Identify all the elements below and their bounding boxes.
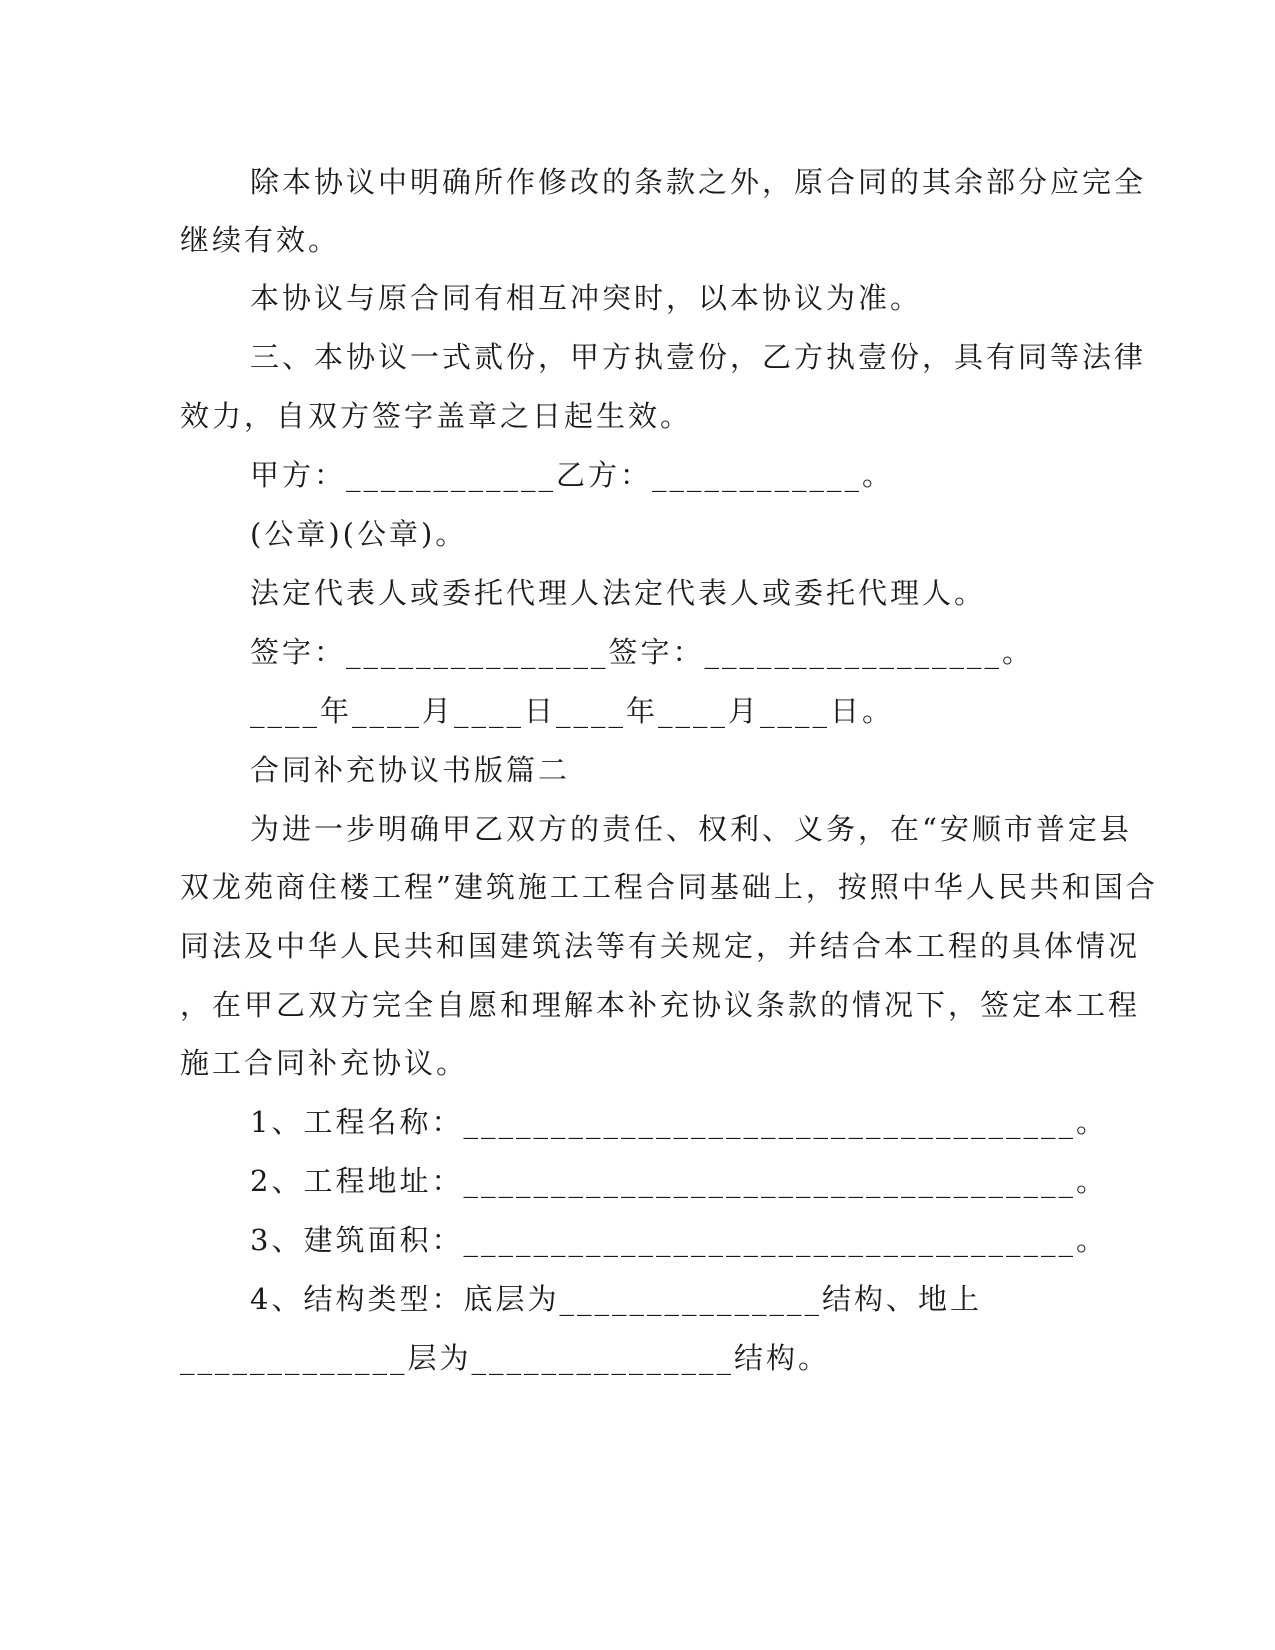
paragraph-line: 本协议与原合同有相互冲突时，以本协议为准。 bbox=[250, 281, 923, 315]
paragraph-line: 为进一步明确甲乙双方的责任、权利、义务，在“安顺市普定县 bbox=[250, 812, 1132, 846]
field-project-address: 2、工程地址：___________________________________。 bbox=[250, 1164, 1108, 1198]
seal-line: (公章)(公章)。 bbox=[250, 517, 468, 551]
field-structure-type: 4、结构类型：底层为_______________结构、地上 bbox=[250, 1282, 982, 1316]
field-building-area: 3、建筑面积：___________________________________。 bbox=[250, 1223, 1108, 1257]
paragraph-line: 除本协议中明确所作修改的条款之外，原合同的其余部分应完全 bbox=[250, 165, 1147, 199]
signature-line: 签字：_______________签字：_________________。 bbox=[250, 635, 1035, 669]
paragraph-line: 双龙苑商住楼工程”建筑施工工程合同基础上，按照中华人民共和国合 bbox=[180, 870, 1158, 904]
paragraph-line: 施工合同补充协议。 bbox=[180, 1046, 469, 1080]
paragraph-line: 继续有效。 bbox=[180, 223, 341, 257]
paragraph-line: ，在甲乙双方完全自愿和理解本补充协议条款的情况下，签定本工程 bbox=[180, 988, 1141, 1022]
date-line: ____年____月____日____年____月____日。 bbox=[250, 694, 895, 728]
paragraph-line: 三、本协议一式贰份，甲方执壹份，乙方执壹份，具有同等法律 bbox=[250, 340, 1147, 374]
field-structure-type-cont: _____________层为_______________结构。 bbox=[180, 1341, 831, 1375]
paragraph-line: 效力，自双方签字盖章之日起生效。 bbox=[180, 399, 693, 433]
paragraph-line: 同法及中华人民共和国建筑法等有关规定，并结合本工程的具体情况 bbox=[180, 929, 1141, 963]
representative-line: 法定代表人或委托代理人法定代表人或委托代理人。 bbox=[250, 576, 987, 610]
field-project-name: 1、工程名称：___________________________________。 bbox=[250, 1105, 1108, 1139]
signature-party-line: 甲方：____________乙方：____________。 bbox=[250, 458, 895, 492]
section-heading: 合同补充协议书版篇二 bbox=[250, 753, 571, 787]
